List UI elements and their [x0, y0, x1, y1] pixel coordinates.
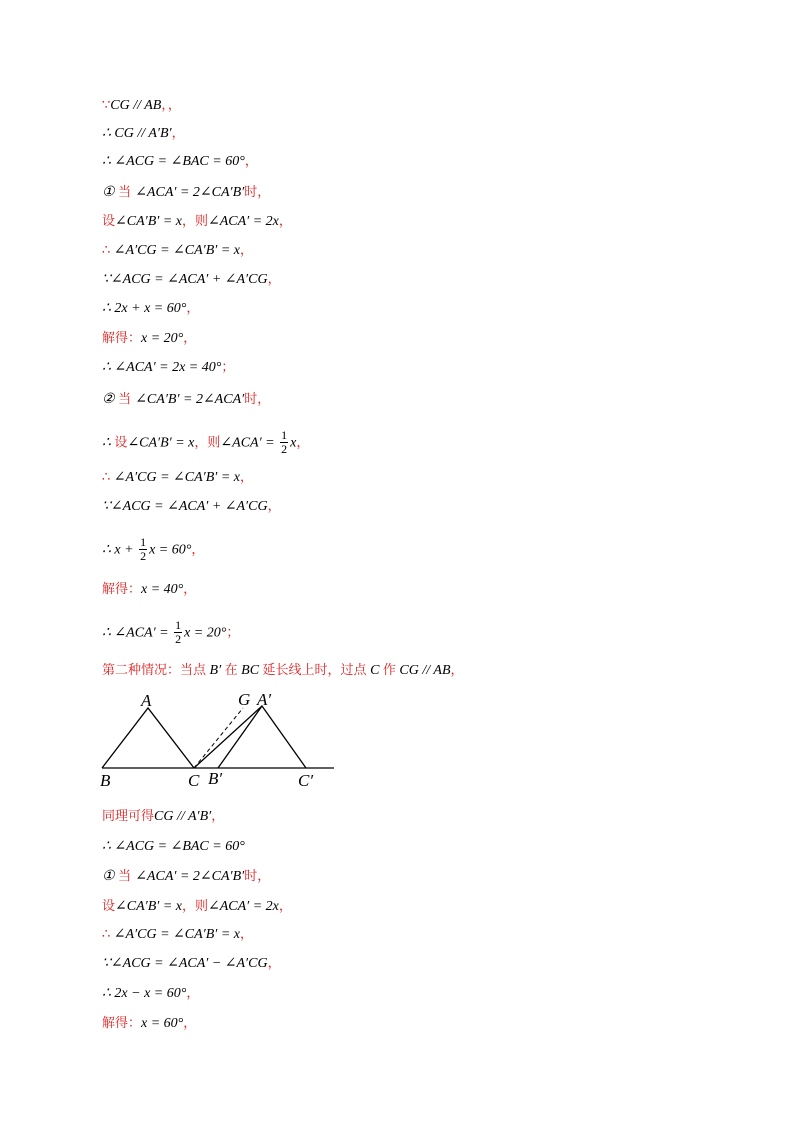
- chinese-text: ∴: [102, 243, 111, 258]
- math-expression: CG // A′B′: [154, 809, 212, 824]
- math-expression: ∠A′CG = ∠CA′B′ = x: [110, 927, 240, 942]
- math-expression: CG // AB: [395, 663, 451, 678]
- chinese-text: 当: [118, 392, 136, 407]
- math-expression: ∴ ∠ACG = ∠BAC = 60°: [102, 154, 245, 169]
- math-expression: ∵∠ACG = ∠ACA′ + ∠A′CG: [102, 499, 268, 514]
- math-expression: ∵∠ACG = ∠ACA′ − ∠A′CG: [102, 956, 268, 971]
- text-line: [102, 837, 245, 856]
- chinese-text: ∵: [102, 98, 111, 113]
- chinese-text: 当: [118, 185, 136, 200]
- numerator: 1: [281, 428, 288, 442]
- chinese-text: 解得：: [102, 582, 142, 597]
- label-a-prime: A′: [257, 690, 272, 709]
- chinese-text: 设: [114, 435, 128, 451]
- text-line: [102, 183, 270, 202]
- chinese-text: 第二种情况：当点: [102, 663, 207, 678]
- text-line: [102, 1014, 196, 1033]
- math-expression: x = 60°: [141, 1016, 184, 1031]
- math-expression: ∠A′CG = ∠CA′B′ = x: [110, 470, 240, 485]
- denominator: 2: [281, 442, 288, 456]
- math-expression: x = 20°: [184, 625, 227, 641]
- triangle-abc: [102, 708, 194, 768]
- triangle-figure: [100, 690, 340, 790]
- fraction: [280, 429, 288, 456]
- chinese-text: ，: [244, 154, 258, 169]
- chinese-text: ，: [278, 214, 292, 229]
- math-expression: ①: [102, 185, 119, 200]
- chinese-text: 作: [382, 663, 396, 678]
- math-expression: ∠CA′B′ = x: [115, 899, 182, 914]
- chinese-text: ，则: [194, 435, 221, 451]
- math-expression: ∠CA′B′ = 2∠ACA′: [135, 392, 245, 407]
- math-expression: ∠ACA′ = 2∠CA′B′: [135, 869, 245, 884]
- text-line: [102, 580, 196, 599]
- label-b-prime: B′: [208, 769, 223, 788]
- label-c-prime: C′: [298, 771, 314, 790]
- chinese-text: 同理可得: [102, 809, 155, 824]
- fraction: [174, 619, 182, 646]
- chinese-text: ，: [267, 956, 281, 971]
- chinese-text: ，: [450, 663, 464, 678]
- math-expression: x = 20°: [141, 331, 184, 346]
- math-expression: ∴ ∠ACA′ =: [102, 625, 173, 641]
- math-expression: CG // AB: [110, 98, 162, 113]
- text-line: [102, 429, 309, 456]
- segment-ca2: [194, 706, 262, 768]
- numerator: 1: [140, 535, 147, 549]
- text-line: [102, 867, 270, 886]
- chinese-text: 解得：: [102, 331, 142, 346]
- math-expression: ∴ ∠ACA′ = 2x = 40°: [102, 360, 222, 375]
- chinese-text: ，: [211, 809, 225, 824]
- text-line: [102, 497, 281, 516]
- text-line: [102, 270, 281, 289]
- chinese-text: ∴: [102, 927, 111, 942]
- math-expression: ∠CA′B′ = x: [115, 214, 182, 229]
- math-expression: x = 40°: [141, 582, 184, 597]
- math-expression: ∠ACA′ = 2x: [208, 899, 279, 914]
- label-a: A: [141, 691, 152, 710]
- text-line: [102, 96, 181, 115]
- text-line: [102, 329, 196, 348]
- chinese-text: ，: [239, 243, 253, 258]
- text-line: [102, 661, 464, 680]
- triangle-a2b2c2: [218, 706, 306, 768]
- chinese-text: 时，: [244, 185, 271, 200]
- chinese-text: ，: [278, 899, 292, 914]
- text-line: [102, 536, 204, 563]
- fraction: [139, 536, 147, 563]
- chinese-text: 时，: [244, 869, 271, 884]
- math-expression: ②: [102, 392, 119, 407]
- chinese-text: ，: [296, 435, 310, 451]
- text-line: [102, 241, 253, 260]
- chinese-text: 时，: [244, 392, 271, 407]
- text-line: [102, 299, 199, 318]
- text-line: [102, 468, 253, 487]
- math-expression: ∴ x +: [102, 542, 138, 558]
- math-expression: x = 60°: [149, 542, 192, 558]
- chinese-text: ，: [183, 1016, 197, 1031]
- chinese-text: 设: [102, 899, 116, 914]
- text-line: [102, 152, 258, 171]
- math-expression: ∠ACA′ = 2x: [208, 214, 279, 229]
- chinese-text: 当: [118, 869, 136, 884]
- math-expression: ∴ ∠ACG = ∠BAC = 60°: [102, 839, 245, 854]
- chinese-text: ，: [186, 986, 200, 1001]
- math-expression: ∠CA′B′ = x: [127, 435, 195, 451]
- dashed-cg: [194, 708, 243, 768]
- math-expression: ∠ACA′ = 2∠CA′B′: [135, 185, 245, 200]
- chinese-text: 延长线上时，过点: [262, 663, 367, 678]
- math-expression: ∠A′CG = ∠CA′B′ = x: [110, 243, 240, 258]
- math-expression: ∵∠ACG = ∠ACA′ + ∠A′CG: [102, 272, 268, 287]
- chinese-text: ，则: [181, 214, 208, 229]
- math-expression: ∠ACA′ =: [220, 435, 279, 451]
- math-expression: ∴ 2x + x = 60°: [102, 301, 187, 316]
- chinese-text: 设: [102, 214, 116, 229]
- chinese-text: ，: [186, 301, 200, 316]
- chinese-text: ，: [183, 582, 197, 597]
- chinese-text: ，，: [161, 98, 181, 113]
- text-line: [102, 124, 185, 143]
- numerator: 1: [175, 618, 182, 632]
- chinese-text: ，: [267, 272, 281, 287]
- chinese-text: ；: [226, 625, 240, 641]
- chinese-text: ，则: [181, 899, 208, 914]
- text-line: [102, 619, 239, 646]
- chinese-text: ，: [171, 126, 185, 141]
- math-expression: C: [366, 663, 383, 678]
- label-c: C: [188, 771, 200, 790]
- text-line: [102, 925, 253, 944]
- math-expression: ①: [102, 869, 119, 884]
- text-line: [102, 984, 199, 1003]
- chinese-text: ，: [239, 470, 253, 485]
- math-expression: ∴ CG // A′B′: [102, 126, 172, 141]
- text-line: [102, 358, 234, 377]
- text-line: [102, 954, 281, 973]
- math-expression: B′: [206, 663, 225, 678]
- text-line: [102, 897, 292, 916]
- text-line: [102, 212, 292, 231]
- text-line: [102, 390, 270, 409]
- chinese-text: ，: [239, 927, 253, 942]
- chinese-text: 解得：: [102, 1016, 142, 1031]
- math-expression: x: [290, 435, 297, 451]
- math-expression: BC: [237, 663, 263, 678]
- chinese-text: 在: [224, 663, 238, 678]
- math-expression: ∴: [102, 435, 115, 451]
- text-line: [102, 807, 224, 826]
- label-g: G: [238, 690, 251, 709]
- chinese-text: ∴: [102, 470, 111, 485]
- chinese-text: ，: [191, 542, 205, 558]
- denominator: 2: [175, 632, 182, 646]
- label-b: B: [100, 771, 111, 790]
- denominator: 2: [140, 549, 147, 563]
- chinese-text: ；: [221, 360, 235, 375]
- chinese-text: ，: [183, 331, 197, 346]
- chinese-text: ，: [267, 499, 281, 514]
- math-expression: ∴ 2x − x = 60°: [102, 986, 187, 1001]
